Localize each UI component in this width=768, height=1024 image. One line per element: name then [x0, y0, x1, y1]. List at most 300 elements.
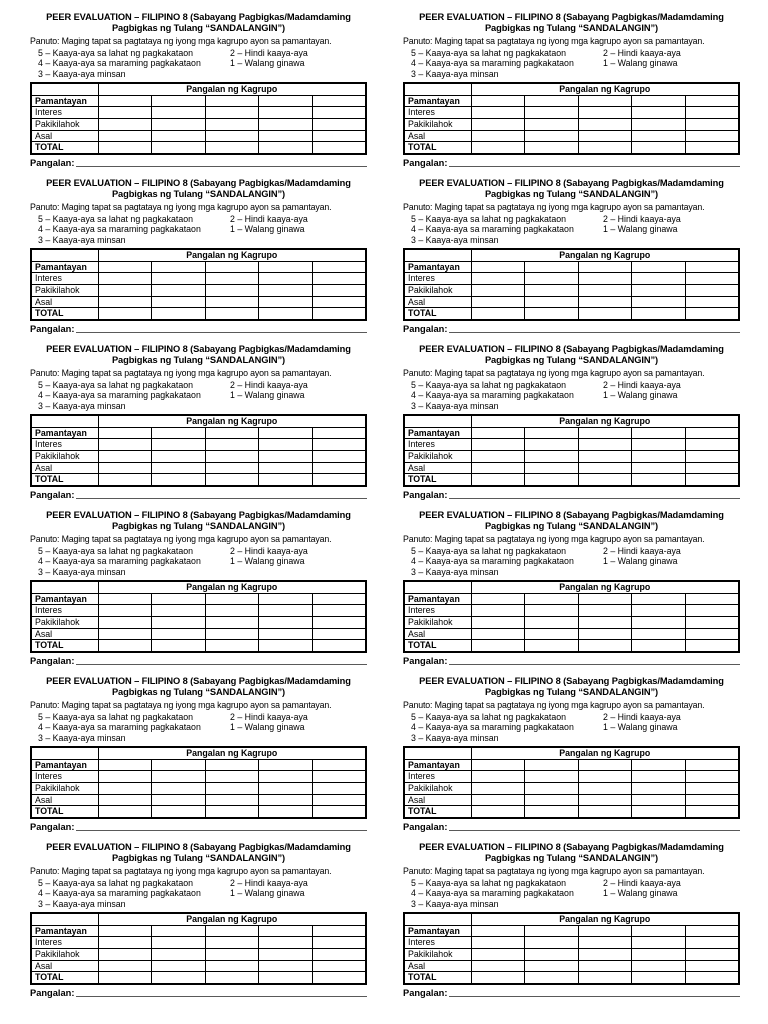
score-cell [685, 107, 739, 119]
score-cell [632, 107, 686, 119]
names-header-cell: Pangalan ng Kagrupo [98, 83, 366, 95]
score-cell [312, 925, 366, 937]
score-cell [685, 616, 739, 628]
pangalan-blank-line [449, 830, 740, 831]
score-cell [205, 439, 259, 451]
scale-item-2: 2 – Hindi kaaya-aya [230, 877, 308, 888]
score-cell [578, 450, 632, 462]
score-cell [259, 771, 313, 783]
row-label-interes: Interes [404, 937, 471, 949]
score-cell [471, 273, 525, 285]
pangalan-label: Pangalan: [403, 988, 448, 999]
scale-row [403, 401, 740, 412]
table-row-pamantayan [31, 261, 366, 273]
scale-item-1: 1 – Walang ginawa [230, 888, 305, 899]
evaluator-name-row [30, 988, 367, 999]
total-cell [685, 972, 739, 984]
score-cell [259, 782, 313, 794]
scale-item-blank [603, 899, 740, 910]
scale-row [30, 712, 367, 723]
score-cell [259, 605, 313, 617]
rating-scale-legend [30, 546, 367, 578]
score-cell [259, 937, 313, 949]
row-label-pamantayan: Pamantayan [404, 261, 471, 273]
score-cell [98, 462, 152, 474]
row-label-pamantayan: Pamantayan [404, 759, 471, 771]
names-header-cell: Pangalan ng Kagrupo [98, 415, 366, 427]
table-row-interes [404, 605, 739, 617]
row-label-pamantayan: Pamantayan [31, 261, 98, 273]
evaluation-form-block [30, 676, 367, 833]
total-cell [152, 972, 206, 984]
table-row-interes [404, 439, 739, 451]
score-cell [685, 960, 739, 972]
total-cell [152, 806, 206, 818]
score-cell [259, 118, 313, 130]
score-cell [525, 925, 579, 937]
scale-item-4: 4 – Kaaya-aya sa maraming pagkakataon [411, 722, 574, 733]
scale-row [403, 380, 740, 391]
row-label-total: TOTAL [31, 972, 98, 984]
score-cell [205, 794, 259, 806]
scale-item-2: 2 – Hindi kaaya-aya [230, 545, 308, 556]
total-cell [312, 640, 366, 652]
table-row-pakikilahok [404, 118, 739, 130]
total-cell [152, 308, 206, 320]
scale-item-blank [603, 733, 740, 744]
instructions-text: Panuto: Maging tapat sa pagtataya ng iyong mga kagrupo ayon sa pamantayan. [30, 201, 332, 212]
row-label-total: TOTAL [404, 308, 471, 320]
table-row-interes [31, 937, 366, 949]
score-cell [471, 107, 525, 119]
evaluation-table [403, 414, 740, 487]
scale-row [403, 712, 740, 723]
instructions-text: Panuto: Maging tapat sa pagtataya ng iyong mga kagrupo ayon sa pamantayan. [30, 367, 332, 378]
score-cell [152, 427, 206, 439]
total-cell [98, 308, 152, 320]
score-cell [312, 937, 366, 949]
score-cell [685, 759, 739, 771]
row-label-interes: Interes [404, 771, 471, 783]
score-cell [578, 794, 632, 806]
evaluator-name-row [403, 158, 740, 169]
names-header-cell: Pangalan ng Kagrupo [98, 581, 366, 593]
total-cell [578, 474, 632, 486]
instructions-text: Panuto: Maging tapat sa pagtataya ng iyong mga kagrupo ayon sa pamantayan. [30, 533, 332, 544]
table-row-pakikilahok [31, 948, 366, 960]
row-label-interes: Interes [31, 439, 98, 451]
score-cell [632, 450, 686, 462]
row-label-total: TOTAL [31, 640, 98, 652]
table-row-asal [404, 130, 739, 142]
scale-row [30, 567, 367, 578]
total-cell [259, 308, 313, 320]
rating-scale-legend [30, 380, 367, 412]
scale-item-1: 1 – Walang ginawa [230, 722, 305, 733]
score-cell [525, 95, 579, 107]
total-cell [471, 972, 525, 984]
score-cell [632, 616, 686, 628]
scale-item-2: 2 – Hindi kaaya-aya [230, 711, 308, 722]
evaluation-table [30, 580, 367, 653]
row-label-asal: Asal [31, 462, 98, 474]
table-header-row [31, 83, 366, 95]
evaluation-table [403, 248, 740, 321]
score-cell [685, 794, 739, 806]
scale-item-4: 4 – Kaaya-aya sa maraming pagkakataon [38, 888, 201, 899]
pangalan-blank-line [76, 664, 367, 665]
scale-row [30, 733, 367, 744]
score-cell [471, 937, 525, 949]
score-cell [525, 794, 579, 806]
score-cell [152, 107, 206, 119]
pangalan-blank-line [76, 332, 367, 333]
score-cell [578, 925, 632, 937]
scale-row [403, 58, 740, 69]
total-cell [259, 640, 313, 652]
score-cell [525, 759, 579, 771]
table-row-asal [31, 130, 366, 142]
score-cell [259, 925, 313, 937]
row-label-interes: Interes [31, 605, 98, 617]
scale-item-1: 1 – Walang ginawa [230, 390, 305, 401]
pangalan-blank-line [449, 996, 740, 997]
scale-item-5: 5 – Kaaya-aya sa lahat ng pagkakataon [38, 379, 194, 390]
scale-row [30, 899, 367, 910]
table-row-pakikilahok [31, 616, 366, 628]
score-cell [632, 439, 686, 451]
score-cell [205, 628, 259, 640]
table-row-pakikilahok [31, 118, 366, 130]
score-cell [259, 107, 313, 119]
table-header-row [404, 581, 739, 593]
score-cell [98, 937, 152, 949]
scale-item-1: 1 – Walang ginawa [603, 224, 678, 235]
instructions-text: Panuto: Maging tapat sa pagtataya ng iyong mga kagrupo ayon sa pamantayan. [30, 865, 332, 876]
scale-item-3: 3 – Kaaya-aya minsan [38, 567, 126, 578]
form-title-line1: PEER EVALUATION – FILIPINO 8 (Sabayang Pagbigkas/Madamdaming [46, 510, 351, 520]
pangalan-label: Pangalan: [30, 656, 75, 667]
form-title [403, 842, 740, 864]
form-title-line2: Pagbigkas ng Tulang “SANDALANGIN”) [111, 22, 286, 33]
scale-row [30, 556, 367, 567]
form-title-line1: PEER EVALUATION – FILIPINO 8 (Sabayang Pagbigkas/Madamdaming [419, 510, 724, 520]
total-cell [259, 474, 313, 486]
scale-row [403, 390, 740, 401]
total-cell [259, 972, 313, 984]
table-row-pakikilahok [404, 782, 739, 794]
names-header-cell: Pangalan ng Kagrupo [98, 747, 366, 759]
row-label-pamantayan: Pamantayan [404, 925, 471, 937]
scale-item-4: 4 – Kaaya-aya sa maraming pagkakataon [38, 58, 201, 69]
total-cell [685, 640, 739, 652]
table-row-asal [404, 296, 739, 308]
row-label-pamantayan: Pamantayan [31, 427, 98, 439]
rating-scale-legend [403, 712, 740, 744]
row-label-asal: Asal [404, 794, 471, 806]
scale-item-3: 3 – Kaaya-aya minsan [411, 899, 499, 910]
score-cell [312, 296, 366, 308]
total-cell [312, 806, 366, 818]
row-label-asal: Asal [404, 296, 471, 308]
evaluation-form-block [403, 12, 740, 169]
score-cell [205, 593, 259, 605]
score-cell [98, 794, 152, 806]
score-cell [312, 593, 366, 605]
score-cell [685, 95, 739, 107]
form-title-line1: PEER EVALUATION – FILIPINO 8 (Sabayang Pagbigkas/Madamdaming [419, 842, 724, 852]
scale-item-5: 5 – Kaaya-aya sa lahat ng pagkakataon [38, 213, 194, 224]
score-cell [205, 925, 259, 937]
score-cell [152, 759, 206, 771]
form-title-line2: Pagbigkas ng Tulang “SANDALANGIN”) [111, 520, 286, 531]
score-cell [98, 605, 152, 617]
table-header-row [404, 249, 739, 261]
row-label-total: TOTAL [404, 474, 471, 486]
row-label-pakikilahok: Pakikilahok [404, 616, 471, 628]
form-title [30, 842, 367, 864]
scale-item-3: 3 – Kaaya-aya minsan [38, 401, 126, 412]
form-title-line2: Pagbigkas ng Tulang “SANDALANGIN”) [484, 852, 659, 863]
score-cell [259, 450, 313, 462]
score-cell [98, 593, 152, 605]
score-cell [259, 130, 313, 142]
scale-item-3: 3 – Kaaya-aya minsan [411, 69, 499, 80]
scale-item-blank [230, 235, 367, 246]
score-cell [98, 450, 152, 462]
score-cell [152, 605, 206, 617]
score-cell [312, 450, 366, 462]
scale-item-4: 4 – Kaaya-aya sa maraming pagkakataon [38, 556, 201, 567]
table-row-interes [404, 107, 739, 119]
score-cell [471, 759, 525, 771]
row-label-asal: Asal [31, 296, 98, 308]
row-label-pakikilahok: Pakikilahok [31, 118, 98, 130]
score-cell [98, 130, 152, 142]
row-label-total: TOTAL [404, 806, 471, 818]
scale-item-5: 5 – Kaaya-aya sa lahat ng pagkakataon [38, 47, 194, 58]
pangalan-blank-line [449, 332, 740, 333]
row-label-pakikilahok: Pakikilahok [31, 450, 98, 462]
table-row-total [404, 308, 739, 320]
score-cell [578, 130, 632, 142]
total-cell [152, 474, 206, 486]
names-header-cell: Pangalan ng Kagrupo [98, 913, 366, 925]
scale-item-1: 1 – Walang ginawa [603, 722, 678, 733]
row-label-total: TOTAL [31, 474, 98, 486]
total-cell [632, 142, 686, 154]
scale-item-blank [230, 733, 367, 744]
total-cell [312, 972, 366, 984]
evaluation-form-block [30, 842, 367, 999]
pangalan-blank-line [449, 498, 740, 499]
scale-row [30, 224, 367, 235]
score-cell [471, 628, 525, 640]
scale-row [30, 235, 367, 246]
score-cell [685, 296, 739, 308]
total-cell [205, 972, 259, 984]
table-row-total [404, 640, 739, 652]
rating-scale-legend [403, 878, 740, 910]
score-cell [312, 427, 366, 439]
score-cell [205, 771, 259, 783]
table-row-interes [404, 273, 739, 285]
score-cell [471, 439, 525, 451]
table-row-total [404, 972, 739, 984]
scale-item-blank [603, 235, 740, 246]
table-row-asal [404, 960, 739, 972]
score-cell [259, 427, 313, 439]
scale-item-2: 2 – Hindi kaaya-aya [230, 213, 308, 224]
score-cell [98, 261, 152, 273]
score-cell [578, 439, 632, 451]
evaluation-form-block [403, 676, 740, 833]
form-title-line1: PEER EVALUATION – FILIPINO 8 (Sabayang Pagbigkas/Madamdaming [419, 676, 724, 686]
scale-item-5: 5 – Kaaya-aya sa lahat ng pagkakataon [38, 877, 194, 888]
evaluator-name-row [30, 324, 367, 335]
form-title-line2: Pagbigkas ng Tulang “SANDALANGIN”) [111, 852, 286, 863]
score-cell [578, 605, 632, 617]
evaluation-form-block [403, 178, 740, 335]
row-label-pamantayan: Pamantayan [404, 95, 471, 107]
score-cell [152, 462, 206, 474]
total-cell [578, 640, 632, 652]
total-cell [259, 806, 313, 818]
scale-row [30, 214, 367, 225]
score-cell [98, 960, 152, 972]
table-row-pamantayan [31, 759, 366, 771]
row-label-pakikilahok: Pakikilahok [404, 118, 471, 130]
score-cell [205, 605, 259, 617]
score-cell [471, 948, 525, 960]
score-cell [685, 462, 739, 474]
score-cell [152, 593, 206, 605]
scale-item-3: 3 – Kaaya-aya minsan [38, 899, 126, 910]
scale-item-3: 3 – Kaaya-aya minsan [411, 567, 499, 578]
total-cell [471, 474, 525, 486]
form-title [403, 12, 740, 34]
form-title-line2: Pagbigkas ng Tulang “SANDALANGIN”) [484, 188, 659, 199]
score-cell [259, 593, 313, 605]
score-cell [471, 427, 525, 439]
form-title-line1: PEER EVALUATION – FILIPINO 8 (Sabayang Pagbigkas/Madamdaming [46, 676, 351, 686]
score-cell [685, 130, 739, 142]
row-label-asal: Asal [404, 628, 471, 640]
score-cell [525, 427, 579, 439]
score-cell [98, 107, 152, 119]
table-row-total [31, 308, 366, 320]
table-row-pakikilahok [404, 450, 739, 462]
score-cell [525, 450, 579, 462]
row-label-asal: Asal [404, 130, 471, 142]
score-cell [98, 296, 152, 308]
scale-item-4: 4 – Kaaya-aya sa maraming pagkakataon [411, 58, 574, 69]
pangalan-label: Pangalan: [30, 324, 75, 335]
scale-item-blank [230, 401, 367, 412]
score-cell [632, 130, 686, 142]
scale-item-blank [230, 69, 367, 80]
score-cell [525, 593, 579, 605]
score-cell [259, 948, 313, 960]
score-cell [632, 794, 686, 806]
score-cell [685, 427, 739, 439]
row-label-total: TOTAL [31, 308, 98, 320]
evaluator-name-row [30, 822, 367, 833]
evaluator-name-row [30, 158, 367, 169]
score-cell [98, 616, 152, 628]
table-header-row [404, 913, 739, 925]
score-cell [578, 937, 632, 949]
score-cell [205, 960, 259, 972]
row-label-pamantayan: Pamantayan [31, 593, 98, 605]
score-cell [632, 925, 686, 937]
row-label-total: TOTAL [31, 806, 98, 818]
scale-item-2: 2 – Hindi kaaya-aya [603, 213, 681, 224]
scale-row [403, 546, 740, 557]
score-cell [312, 948, 366, 960]
row-label-interes: Interes [404, 107, 471, 119]
score-cell [152, 628, 206, 640]
form-title-line1: PEER EVALUATION – FILIPINO 8 (Sabayang Pagbigkas/Madamdaming [419, 178, 724, 188]
score-cell [578, 462, 632, 474]
evaluation-table [403, 912, 740, 985]
row-label-asal: Asal [31, 960, 98, 972]
evaluation-form-block [403, 510, 740, 667]
score-cell [525, 107, 579, 119]
scale-row [30, 58, 367, 69]
score-cell [152, 616, 206, 628]
score-cell [525, 439, 579, 451]
score-cell [525, 782, 579, 794]
score-cell [632, 759, 686, 771]
evaluation-table [403, 580, 740, 653]
scale-row [403, 48, 740, 59]
score-cell [259, 284, 313, 296]
total-cell [685, 806, 739, 818]
total-cell [525, 640, 579, 652]
pangalan-label: Pangalan: [30, 822, 75, 833]
score-cell [685, 450, 739, 462]
form-title [30, 178, 367, 200]
score-cell [685, 925, 739, 937]
instructions-text: Panuto: Maging tapat sa pagtataya ng iyong mga kagrupo ayon sa pamantayan. [30, 699, 332, 710]
score-cell [152, 261, 206, 273]
score-cell [312, 273, 366, 285]
score-cell [98, 771, 152, 783]
scale-item-4: 4 – Kaaya-aya sa maraming pagkakataon [38, 224, 201, 235]
score-cell [205, 95, 259, 107]
table-row-pakikilahok [31, 284, 366, 296]
scale-item-4: 4 – Kaaya-aya sa maraming pagkakataon [38, 722, 201, 733]
score-cell [632, 771, 686, 783]
scale-row [30, 546, 367, 557]
score-cell [98, 118, 152, 130]
score-cell [205, 273, 259, 285]
row-label-total: TOTAL [404, 972, 471, 984]
pangalan-label: Pangalan: [403, 656, 448, 667]
score-cell [685, 628, 739, 640]
score-cell [685, 948, 739, 960]
table-corner-cell [31, 581, 98, 593]
score-cell [259, 273, 313, 285]
table-row-total [31, 972, 366, 984]
score-cell [685, 605, 739, 617]
row-label-pakikilahok: Pakikilahok [31, 948, 98, 960]
total-cell [205, 308, 259, 320]
form-title-line2: Pagbigkas ng Tulang “SANDALANGIN”) [111, 354, 286, 365]
score-cell [312, 616, 366, 628]
form-title-line1: PEER EVALUATION – FILIPINO 8 (Sabayang Pagbigkas/Madamdaming [46, 842, 351, 852]
